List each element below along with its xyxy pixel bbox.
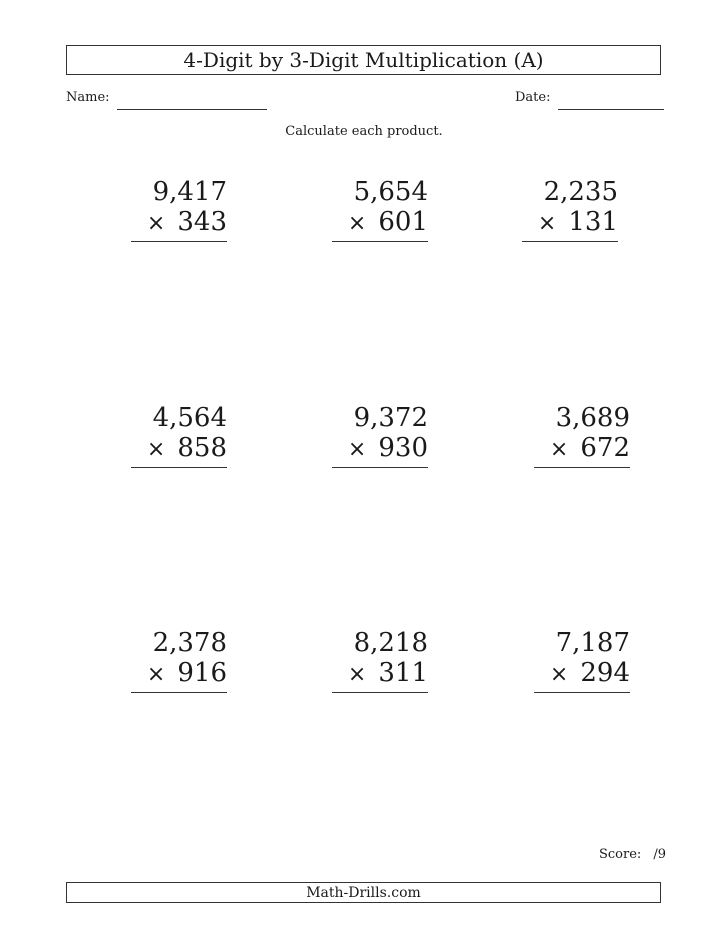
answer-rule [522,241,618,242]
times-icon: × [549,437,569,462]
times-icon: × [347,437,367,462]
multiplier: 131 [568,207,618,237]
multiplier-line [147,658,227,690]
problem-8 [308,628,428,704]
multiplier: 601 [378,207,428,237]
worksheet-title [66,45,661,75]
score-box [599,847,666,862]
score-label: Score: [599,847,642,862]
footer [66,882,661,903]
multiplier: 294 [580,658,630,688]
multiplier-line [348,433,428,465]
problem-5 [308,403,428,479]
times-icon: × [347,211,367,236]
answer-rule [534,467,630,468]
problem-6 [510,403,630,479]
multiplier-line [348,658,428,690]
multiplier: 343 [177,207,227,237]
multiplicand: 8,218 [353,628,428,658]
multiplicand: 4,564 [152,403,227,433]
problem-2 [308,177,428,253]
times-icon: × [146,662,166,687]
multiplicand: 2,378 [152,628,227,658]
multiplier-line [348,207,428,239]
problem-3 [498,177,618,253]
multiplicand: 3,689 [555,403,630,433]
answer-rule [332,241,428,242]
date-label: Date: [515,90,551,105]
footer-site: Math-Drills.com [306,884,421,901]
multiplier-line [147,207,227,239]
answer-rule [534,692,630,693]
multiplier-line [147,433,227,465]
multiplier: 672 [580,433,630,463]
multiplicand: 9,372 [353,403,428,433]
answer-rule [332,467,428,468]
multiplier-line [550,658,630,690]
problem-4 [107,403,227,479]
name-label: Name: [66,90,110,105]
score-total: /9 [653,847,666,862]
times-icon: × [146,211,166,236]
name-field-line[interactable] [117,109,267,110]
problem-7 [107,628,227,704]
answer-rule [131,241,227,242]
multiplicand: 2,235 [543,177,618,207]
problem-1 [107,177,227,253]
times-icon: × [347,662,367,687]
multiplier: 311 [378,658,428,688]
multiplicand: 5,654 [353,177,428,207]
answer-rule [131,692,227,693]
multiplier: 930 [378,433,428,463]
multiplier: 858 [177,433,227,463]
multiplier: 916 [177,658,227,688]
instructions: Calculate each product. [285,124,443,139]
date-field-line[interactable] [558,109,664,110]
times-icon: × [537,211,557,236]
answer-rule [131,467,227,468]
multiplier-line [550,433,630,465]
times-icon: × [549,662,569,687]
multiplier-line [538,207,618,239]
title-text: 4-Digit by 3-Digit Multiplication (A) [183,48,544,72]
times-icon: × [146,437,166,462]
answer-rule [332,692,428,693]
multiplicand: 9,417 [152,177,227,207]
problem-9 [510,628,630,704]
multiplicand: 7,187 [555,628,630,658]
